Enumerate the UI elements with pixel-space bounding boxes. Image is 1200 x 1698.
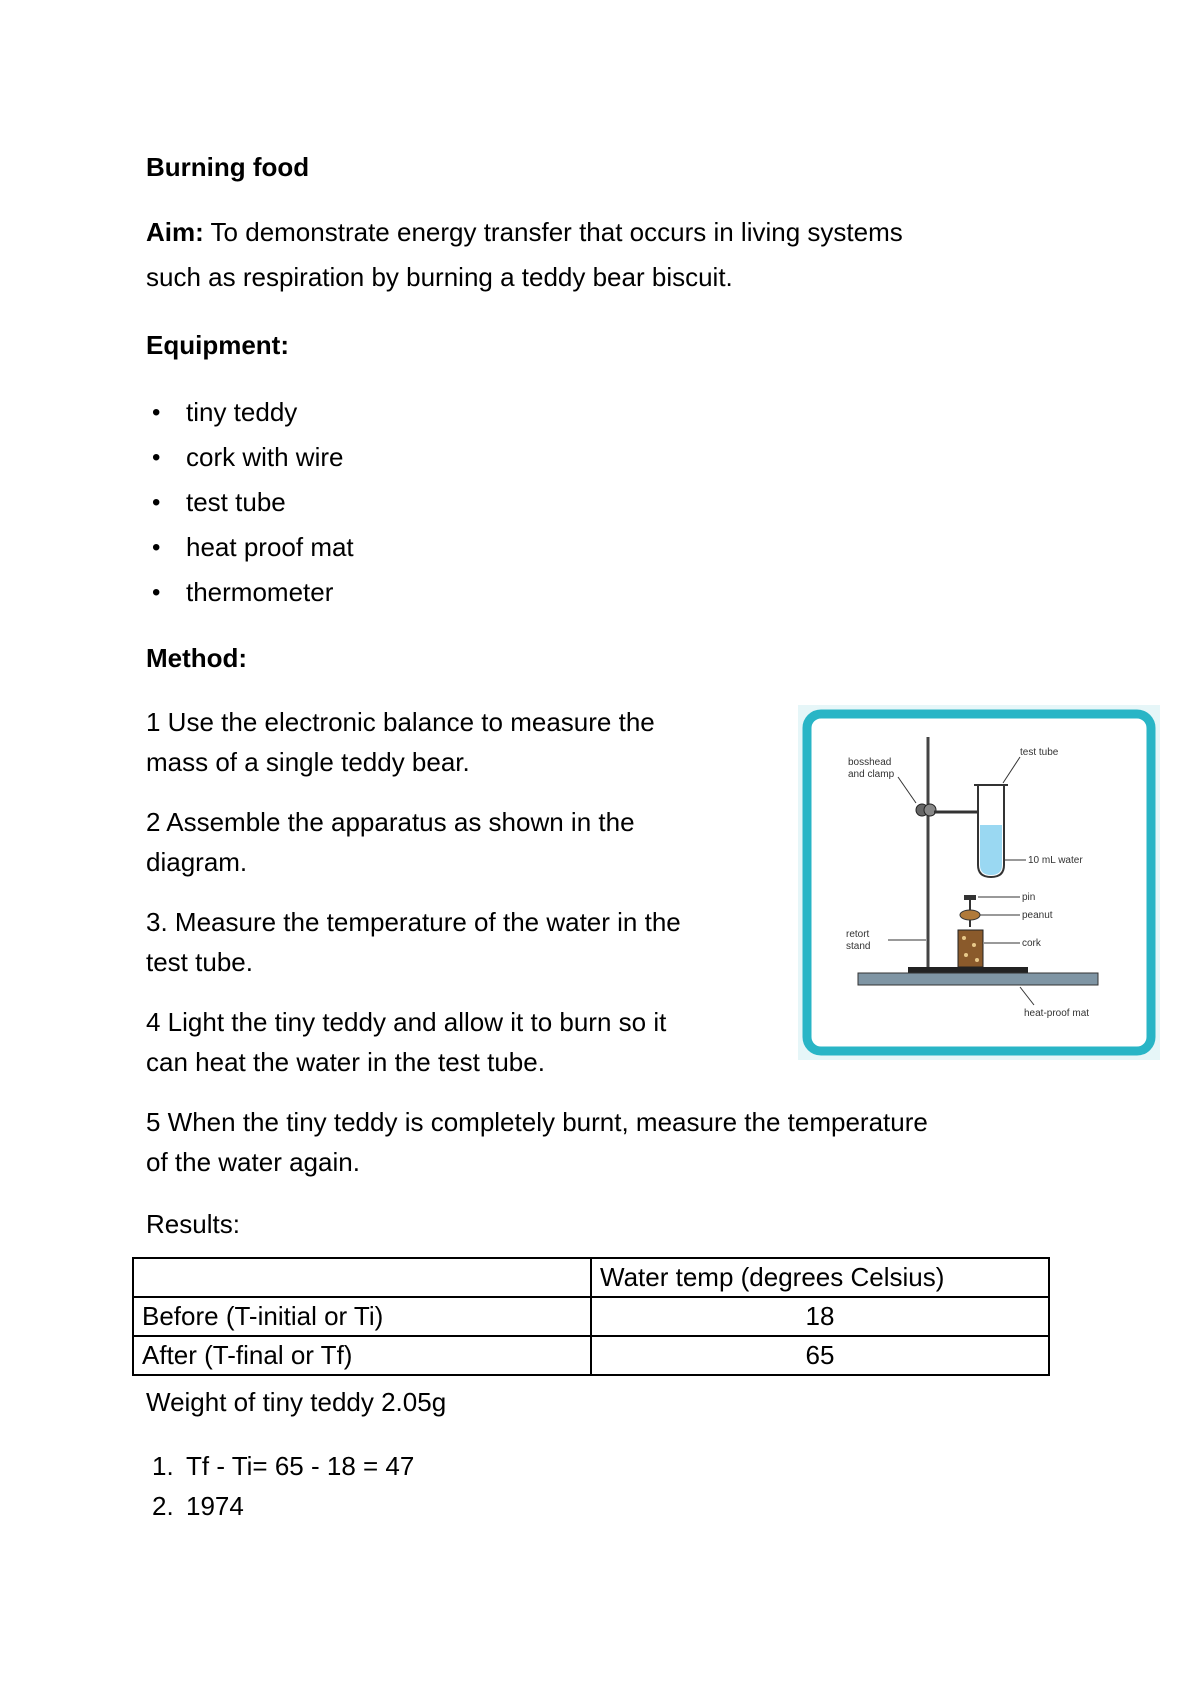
list-text: 1974 [186, 1491, 244, 1521]
list-item [152, 1446, 415, 1486]
table-cell-value: 65 [591, 1336, 1049, 1375]
method-step-3a: 3. Measure the temperature of the water in the [146, 907, 681, 937]
label-and-clamp: and clamp [848, 769, 895, 780]
equipment-item: • tiny teddy [186, 390, 354, 435]
aim-text-1: To demonstrate energy transfer that occurs in living systems [210, 217, 903, 247]
method-step-5a: 5 When the tiny teddy is completely burnt, measure the temperature [146, 1107, 928, 1137]
list-number: 2. [152, 1491, 174, 1521]
apparatus-diagram [798, 705, 1160, 1060]
label-bosshead: bosshead [848, 757, 892, 768]
table-header-cell: Water temp (degrees Celsius) [591, 1258, 1049, 1297]
equipment-item: • heat proof mat [186, 525, 354, 570]
method-step-4b: can heat the water in the test tube. [146, 1047, 545, 1077]
table-header-cell [133, 1258, 591, 1297]
method-step-5b: of the water again. [146, 1147, 360, 1177]
table-cell-label: Before (T-initial or Ti) [133, 1297, 591, 1336]
cork-dot [964, 953, 968, 957]
label-retort: retort [846, 929, 870, 940]
peanut [960, 910, 980, 920]
aim-label: Aim: [146, 217, 204, 247]
method-step-1b: mass of a single teddy bear. [146, 747, 470, 777]
calculation-list [152, 1446, 415, 1526]
stand-base [908, 967, 1028, 973]
equipment-item: • test tube [186, 480, 354, 525]
cork-dot [962, 936, 966, 940]
method-heading: Method: [146, 643, 248, 673]
method-step-2b: diagram. [146, 847, 248, 877]
method-step-2a: 2 Assemble the apparatus as shown in the [146, 807, 635, 837]
table-header-row [133, 1258, 1049, 1297]
document-title: Burning food [146, 152, 310, 182]
aim-line-2: such as respiration by burning a teddy bear biscuit. [146, 262, 733, 292]
equipment-heading: Equipment: [146, 330, 289, 360]
list-text: Tf - Ti= 65 - 18 = 47 [186, 1451, 415, 1481]
cork-dot [975, 958, 979, 962]
list-number: 1. [152, 1451, 174, 1481]
table-cell-value: 18 [591, 1297, 1049, 1336]
equipment-list [186, 390, 354, 615]
label-pin: pin [1022, 892, 1036, 903]
table-row [133, 1297, 1049, 1336]
table-cell-label: After (T-final or Tf) [133, 1336, 591, 1375]
equipment-item: • cork with wire [186, 435, 354, 480]
water-in-tube [980, 825, 1002, 875]
equipment-item: • thermometer [186, 570, 354, 615]
label-test-tube: test tube [1020, 747, 1059, 758]
label-cork: cork [1022, 938, 1041, 949]
results-table [132, 1257, 1050, 1376]
method-step-1a: 1 Use the electronic balance to measure the [146, 707, 655, 737]
pin-head [964, 895, 976, 900]
label-peanut: peanut [1022, 910, 1053, 921]
aim-line-1 [146, 212, 903, 252]
method-step-4a: 4 Light the tiny teddy and allow it to burn so it [146, 1007, 667, 1037]
heat-proof-mat [858, 973, 1098, 985]
label-water: 10 mL water [1028, 855, 1083, 866]
results-heading: Results: [146, 1209, 240, 1239]
list-item [152, 1486, 414, 1526]
cork [958, 930, 983, 967]
teddy-weight: Weight of tiny teddy 2.05g [146, 1387, 447, 1417]
table-row [133, 1336, 1049, 1375]
bosshead-knob [924, 804, 936, 816]
cork-dot [972, 943, 976, 947]
label-stand: stand [846, 941, 871, 952]
method-step-3b: test tube. [146, 947, 253, 977]
label-heat-proof-mat: heat-proof mat [1024, 1008, 1090, 1019]
